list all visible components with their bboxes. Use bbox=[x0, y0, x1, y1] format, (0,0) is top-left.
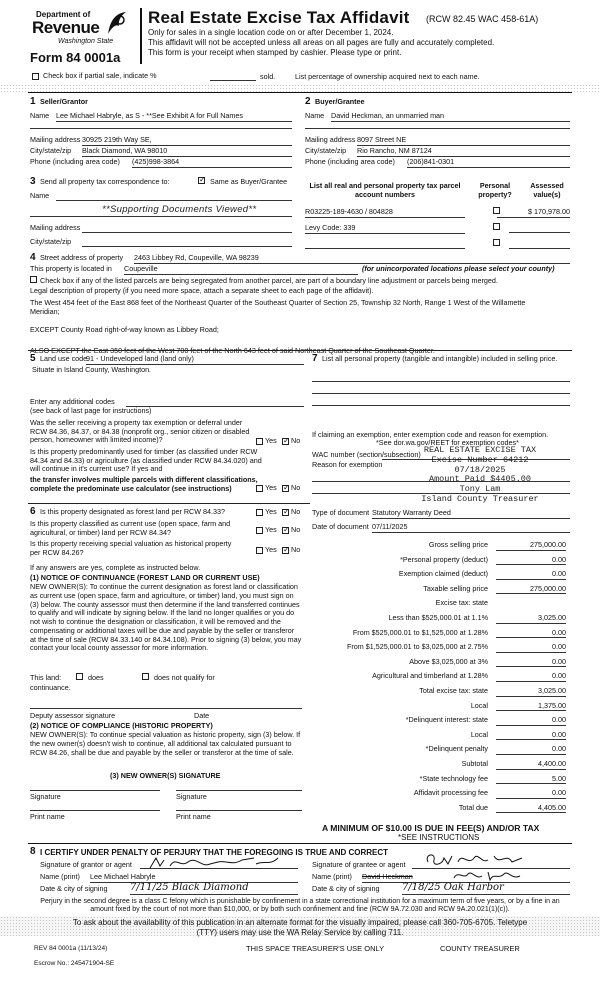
dor-logo bbox=[28, 8, 140, 54]
new-owner-heading: (3) NEW OWNER(S) SIGNATURE bbox=[110, 771, 221, 780]
treasurer-use-label: THIS SPACE TREASURER'S USE ONLY bbox=[246, 944, 385, 953]
tax-row-value[interactable]: 0.00 bbox=[496, 789, 566, 799]
does-label: does bbox=[88, 673, 104, 682]
buyer-mail-label: Mailing address bbox=[305, 135, 356, 144]
wac-label: WAC number (section/subsection) bbox=[312, 450, 421, 459]
no-label: No bbox=[291, 545, 301, 554]
sold-label: sold. bbox=[260, 72, 276, 81]
no-label: No bbox=[291, 525, 301, 534]
this-land-label: This land: bbox=[30, 673, 62, 682]
tax-row-value[interactable]: 0.00 bbox=[496, 672, 566, 682]
buyer-name-label: Name bbox=[305, 111, 325, 120]
tax-row-label: Exemption claimed (deduct) bbox=[398, 569, 488, 579]
buyer-phone-field[interactable]: (206)841-0301 bbox=[407, 158, 570, 168]
yes-label: Yes bbox=[265, 545, 277, 554]
supporting-docs-stamp: **Supporting Documents Viewed** bbox=[102, 204, 257, 215]
exemption-note: *See dor.wa.gov/REET for exemption codes* bbox=[376, 438, 519, 447]
does-not-checkbox[interactable] bbox=[142, 673, 149, 680]
personal-property-label: List all personal property (tangible and intangible) included in selling price. bbox=[322, 354, 558, 363]
s3-mail-label: Mailing address bbox=[30, 223, 81, 232]
forest-land-question: Is this property designated as forest land per RCW 84.33? bbox=[40, 507, 225, 516]
same-as-buyer-checkbox-wrap bbox=[196, 176, 207, 185]
perjury-notice: Perjury in the second degree is a class C felony which is punishable by confinement in a state correctional institution for a maximum term of five years, or by a fine in an amount fixed by the court of not more than $10,000, or by both such confinement and fine (RCW 9A.72.030 and RCW 9A.20.021(1)(c)). bbox=[40, 898, 560, 914]
parcel-number-field[interactable]: R03225-189-4630 / 804828 bbox=[305, 208, 465, 218]
if-yes-note: If any answers are yes, complete as instructed below. bbox=[30, 563, 201, 572]
grantor-date-field[interactable]: 7/11/25 Black Diamond bbox=[130, 882, 298, 895]
q1-yes bbox=[254, 437, 277, 446]
tax-row-label: *Delinquent interest: state bbox=[405, 715, 488, 725]
tax-row-label: Agricultural and timberland at 1.28% bbox=[372, 671, 488, 681]
parcel-table bbox=[305, 182, 570, 250]
yes-label: Yes bbox=[265, 436, 277, 445]
stamp-line-1: REAL ESTATE EXCISE TAX bbox=[423, 445, 537, 455]
q6b-yes bbox=[254, 526, 277, 535]
does-checkbox[interactable] bbox=[76, 673, 83, 680]
q6a-no-checkbox[interactable] bbox=[282, 509, 289, 516]
seller-name-label: Name bbox=[30, 111, 50, 120]
buyer-mail-field[interactable]: 8097 Street NE bbox=[357, 136, 570, 146]
personal-property-checkbox-3-wrap bbox=[491, 238, 502, 247]
q6a-yes-checkbox[interactable] bbox=[256, 509, 263, 516]
revenue-wordmark: Revenue bbox=[32, 18, 100, 37]
yes-label: Yes bbox=[265, 507, 277, 516]
q6b-no-checkbox[interactable] bbox=[282, 527, 289, 534]
located-label: This property is located in bbox=[30, 264, 112, 273]
q1-no bbox=[280, 437, 300, 446]
doc-date-field[interactable]: 07/11/2025 bbox=[372, 523, 570, 533]
q6a-yes bbox=[254, 508, 277, 517]
tax-row bbox=[312, 655, 570, 670]
tax-row-value[interactable]: 0.00 bbox=[496, 745, 566, 755]
seller-heading: Seller/Grantor bbox=[40, 97, 88, 106]
parcel-number-field-3[interactable] bbox=[305, 240, 465, 249]
legal-description-2: EXCEPT County Road right-of-way known as Libbey Road; bbox=[30, 325, 219, 334]
tax-row bbox=[312, 801, 570, 816]
doc-type-label: Type of document bbox=[312, 508, 370, 517]
notice-compliance-heading: (2) NOTICE OF COMPLIANCE (HISTORIC PROPERTY) bbox=[30, 721, 213, 730]
tax-row-label: Gross selling price bbox=[428, 540, 488, 549]
tax-row-label: Taxable selling price bbox=[423, 583, 488, 593]
segregation-checkbox[interactable] bbox=[30, 276, 37, 283]
document-info bbox=[312, 507, 570, 533]
tax-row bbox=[312, 772, 570, 787]
dept-line: Department of bbox=[36, 10, 91, 19]
grantee-name-handwriting bbox=[450, 868, 530, 882]
see-instructions: *SEE INSTRUCTIONS bbox=[398, 833, 480, 842]
tax-row-label: Total due bbox=[458, 802, 488, 812]
tax-row bbox=[312, 742, 570, 757]
tax-calculation bbox=[312, 538, 570, 818]
current-use-question: Is this property classified as current use (open space, farm and agricultural, or timber) land per RCW 84.34? bbox=[30, 519, 231, 537]
additional-codes-label: Enter any additional codes bbox=[30, 397, 115, 406]
exemption-question: Was the seller receiving a property tax exemption or deferral under RCW 84.36, 84.37, or 84.38 (nonprofit org., senior citizen or disabled person, homeowner with limited income)? bbox=[30, 418, 250, 445]
tax-row-label: Total excise tax: state bbox=[419, 686, 488, 695]
section-1-seller bbox=[30, 96, 292, 176]
section-number: 5 bbox=[30, 353, 36, 364]
s3-city-label: City/state/zip bbox=[30, 237, 72, 246]
grantee-name-label: Name (print) bbox=[312, 872, 352, 881]
section-number: 7 bbox=[312, 353, 318, 364]
tax-row-label: From $1,525,000.01 to $3,025,000 at 2.75% bbox=[346, 642, 488, 652]
grantor-signature-image bbox=[146, 854, 286, 872]
note-1: Only for sales in a single location code on or after December 1, 2024. bbox=[148, 28, 394, 37]
tax-row-label: Excise tax: state bbox=[435, 598, 488, 608]
tax-row-label: Local bbox=[470, 700, 488, 710]
yes-label: Yes bbox=[265, 525, 277, 534]
new-owner-print-label-2: Print name bbox=[176, 812, 211, 821]
seller-city-label: City/state/zip bbox=[30, 146, 72, 155]
levy-code-field[interactable]: Levy Code: 339 bbox=[305, 224, 465, 234]
buyer-city-label: City/state/zip bbox=[305, 146, 347, 155]
minimum-due-notice: A MINIMUM OF $10.00 IS DUE IN FEE(S) AND/OR TAX bbox=[322, 823, 540, 833]
header bbox=[28, 6, 576, 68]
tax-row-label: *Delinquent penalty bbox=[425, 744, 488, 754]
stamp-line-2: Excise Number 64212 bbox=[431, 454, 529, 465]
tax-row-label: Above $3,025,000 at 3% bbox=[409, 656, 488, 666]
partial-sale-pct-field[interactable] bbox=[210, 72, 256, 81]
partial-sale-label: Check box if partial sale, indicate % bbox=[43, 71, 157, 80]
s3-label: Send all property tax correspondence to: bbox=[40, 177, 170, 186]
tax-row bbox=[312, 699, 570, 714]
revision-code: REV 84 0001a (11/13/24) bbox=[34, 945, 108, 952]
tax-row bbox=[312, 582, 570, 597]
q2-yes-checkbox[interactable] bbox=[256, 485, 263, 492]
no-label: No bbox=[291, 483, 301, 492]
seller-phone-label: Phone (including area code) bbox=[30, 157, 120, 166]
partial-sale-checkbox[interactable] bbox=[32, 73, 39, 80]
exemption-label: If claiming an exemption, enter exemption code and reason for exemption. bbox=[312, 430, 549, 439]
same-as-buyer-checkbox[interactable] bbox=[198, 177, 205, 184]
tax-row bbox=[312, 611, 570, 626]
note-3: This form is your receipt when stamped by cashier. Please type or print. bbox=[148, 48, 402, 57]
seller-mail-label: Mailing address bbox=[30, 135, 81, 144]
timber-question-bold: the transfer involves multiple parcels with different classifications, complete the predominate use calculator (see instructions) bbox=[30, 475, 258, 493]
q2-no bbox=[280, 484, 300, 493]
continuance-label: continuance. bbox=[30, 683, 71, 692]
same-as-buyer-label: Same as Buyer/Grantee bbox=[210, 177, 288, 186]
seller-city-field[interactable]: Black Diamond, WA 98010 bbox=[82, 147, 292, 157]
accessibility-line-1: To ask about the availability of this publication in an alternate format for the visually impaired, please call 360-705-6705. Teletype bbox=[72, 918, 528, 927]
q6c-no-checkbox[interactable] bbox=[282, 547, 289, 554]
q6c-yes-checkbox[interactable] bbox=[256, 547, 263, 554]
list-pct-label: List percentage of ownership acquired next to each name. bbox=[295, 72, 480, 81]
tax-row bbox=[312, 684, 570, 699]
form-title: Real Estate Excise Tax Affidavit bbox=[148, 8, 410, 27]
tax-row bbox=[312, 786, 570, 801]
grantee-date-field[interactable]: 7/18/25 Oak Harbor bbox=[402, 882, 570, 895]
tax-row-label: Subtotal bbox=[461, 759, 488, 768]
stamp-line-4: Amount Paid $4405.00 bbox=[428, 474, 532, 485]
assessed-value-field-3[interactable] bbox=[509, 240, 570, 249]
grantee-name-struck: David Heckman bbox=[362, 872, 413, 881]
doc-type-field[interactable]: Statutory Warranty Deed bbox=[372, 509, 570, 519]
tax-row-label: From $525,000.01 to $1,525,000 at 1.28% bbox=[352, 627, 488, 637]
tax-row-label: *Personal property (deduct) bbox=[400, 554, 488, 564]
tax-row-value[interactable]: 0.00 bbox=[496, 570, 566, 580]
notice-continuance-body: NEW OWNER(S): To continue the current designation as forest land or classification as current use (open space, farm and agriculture, or timber) land, you must sign on (3) below. The county assessor must then determine if the land transferred continues to qualify and will indicate by signing below. If the land no longer qualifies or you do not wish to continue the designation or classification, it will be removed and the compensating or additional taxes will be due and payable by the seller or transferor at the time of sale (RCW 84.33.140 or 84.34.108). Prior to signing (3) below, you may contact your local county assessor for more information. bbox=[30, 582, 302, 653]
notice-continuance-heading: (1) NOTICE OF CONTINUANCE (FOREST LAND OR CURRENT USE) bbox=[30, 573, 260, 582]
q6b-yes-checkbox[interactable] bbox=[256, 527, 263, 534]
escrow-number: Escrow No.: 245471904-SE bbox=[34, 960, 115, 967]
segregation-label: Check box if any of the listed parcels are being segregated from another parcel, are part of a boundary line adjustment or parcels being merged. bbox=[40, 276, 498, 285]
land-use-field[interactable]: 91 - Undeveloped land (land only) bbox=[86, 355, 304, 365]
assessed-value-field[interactable]: $ 170,978.00 bbox=[497, 208, 570, 218]
s3-city-field[interactable] bbox=[82, 238, 292, 247]
legal-description-label: Legal description of property (if you need more space, attach a separate sheet to each page of the affidavit). bbox=[30, 286, 374, 295]
historic-question: Is this property receiving special valuation as historical property per RCW 84.26? bbox=[30, 539, 232, 557]
section-number: 6 bbox=[30, 506, 36, 517]
unincorporated-note: (for unincorporated locations please select your county) bbox=[362, 264, 555, 273]
certification-statement: I CERTIFY UNDER PENALTY OF PERJURY THAT THE FOREGOING IS TRUE AND CORRECT bbox=[40, 848, 389, 857]
tax-row-value[interactable]: 0.00 bbox=[496, 716, 566, 726]
grantor-name-field[interactable]: Lee Michael Habryle bbox=[90, 873, 298, 883]
new-owner-signature-label-2: Signature bbox=[176, 792, 207, 801]
grantor-signature-label: Signature of grantor or agent bbox=[40, 860, 132, 869]
s3-mail-field[interactable] bbox=[82, 224, 292, 233]
buyer-city-field[interactable]: Rio Rancho, NM 87124 bbox=[357, 147, 570, 157]
deputy-date-label: Date bbox=[194, 711, 210, 720]
no-label: No bbox=[291, 507, 301, 516]
tax-row-value[interactable]: 0.00 bbox=[496, 556, 566, 566]
note-2: This affidavit will not be accepted unless all areas on all pages are fully and accurately completed. bbox=[148, 38, 495, 47]
section-number: 4 bbox=[30, 252, 36, 263]
tax-row-label: *State technology fee bbox=[419, 773, 488, 783]
buyer-phone-label: Phone (including area code) bbox=[305, 157, 395, 166]
parcel-col-header: List all real and personal property tax parcel account numbers bbox=[309, 181, 461, 199]
tax-row-label: Affidavit processing fee bbox=[413, 788, 488, 798]
grantor-date-label: Date & city of signing bbox=[40, 884, 108, 893]
tax-row-value[interactable]: 3,025.00 bbox=[496, 687, 566, 697]
section-6-designation bbox=[30, 506, 308, 836]
s3-name-field[interactable] bbox=[56, 192, 292, 201]
dor-emblem-icon bbox=[106, 10, 128, 36]
section-number: 3 bbox=[30, 176, 36, 187]
doc-date-label: Date of document bbox=[312, 522, 369, 531]
seller-name-field[interactable]: Lee Michael Habryle, as S - **See Exhibit A for Full Names bbox=[56, 112, 292, 122]
grantor-name-label: Name (print) bbox=[40, 872, 80, 881]
q2-no-checkbox[interactable] bbox=[282, 485, 289, 492]
section-number: 1 bbox=[30, 96, 36, 107]
tax-row-value[interactable]: 3,025.00 bbox=[496, 614, 566, 624]
yes-label: Yes bbox=[265, 483, 277, 492]
section-8-certification bbox=[30, 846, 570, 896]
tax-row-value[interactable]: 275,000.00 bbox=[496, 585, 566, 595]
legal-description-1: The West 454 feet of the East 868 feet of the Northeast Quarter of the Southeast Quarter of Section 25, Township 32 North, Range 1 West of the Willamette Meridian; bbox=[30, 298, 526, 316]
land-use-label: Land use code bbox=[40, 354, 88, 363]
q6a-no bbox=[280, 508, 300, 517]
s3-name-label: Name bbox=[30, 191, 50, 200]
location-field[interactable]: Coupeville bbox=[124, 265, 358, 275]
does-checkbox-wrap bbox=[74, 672, 85, 681]
notice-compliance-body: NEW OWNER(S): To continue special valuation as historic property, sign (3) below. If the new owner(s) doesn't wish to continue, all additional tax calculated pursuant to RCW 84.26, shall be due and payable by the seller or transferor at the time of sale. bbox=[30, 730, 301, 757]
q2-yes bbox=[254, 484, 277, 493]
section-number: 8 bbox=[30, 846, 36, 857]
legal-description-4: Situate in Island County, Washington. bbox=[32, 365, 152, 374]
county-treasurer-label: COUNTY TREASURER bbox=[440, 944, 520, 953]
personal-property-checkbox[interactable] bbox=[493, 239, 500, 246]
section-5-land-use bbox=[30, 353, 308, 501]
timber-question: Is this property predominantly used for timber (as classified under RCW 84.34 and 84.33) or agriculture (as classified under RCW 84.34.020) and will continue in it's current use? If yes and bbox=[30, 447, 262, 474]
tax-row-label: Local bbox=[470, 729, 488, 739]
assessed-col-header: Assessed value(s) bbox=[530, 181, 564, 199]
tax-row-value[interactable]: 0.00 bbox=[496, 629, 566, 639]
tax-row-value[interactable]: 0.00 bbox=[496, 643, 566, 653]
assessed-value-field-2[interactable] bbox=[509, 224, 570, 233]
form-citation: (RCW 82.45 WAC 458-61A) bbox=[426, 14, 539, 24]
tax-row bbox=[312, 553, 570, 568]
personal-property-checkbox[interactable] bbox=[493, 223, 500, 230]
tax-row-value[interactable]: 4,405.00 bbox=[496, 804, 566, 814]
form-number: Form 84 0001a bbox=[30, 50, 121, 65]
accessibility-line-2: (TTY) users may use the WA Relay Service by calling 711. bbox=[196, 928, 404, 937]
personal-col-header: Personal property? bbox=[478, 181, 512, 199]
buyer-heading: Buyer/Grantee bbox=[315, 97, 365, 106]
q6c-no bbox=[280, 546, 300, 555]
see-back-note: (see back of last page for instructions) bbox=[30, 406, 152, 415]
grantee-signature-label: Signature of grantee or agent bbox=[312, 860, 406, 869]
tax-row bbox=[312, 538, 570, 553]
tax-row bbox=[312, 713, 570, 728]
tax-row bbox=[312, 596, 570, 611]
q6c-yes bbox=[254, 546, 277, 555]
q6b-no bbox=[280, 526, 300, 535]
tax-row-label: Less than $525,000.01 at 1.1% bbox=[388, 613, 488, 622]
tax-row bbox=[312, 640, 570, 655]
tax-row bbox=[312, 567, 570, 582]
tax-row bbox=[312, 757, 570, 772]
tax-row-value[interactable]: 275,000.00 bbox=[496, 541, 566, 551]
grantee-signature-image bbox=[422, 850, 542, 870]
grantee-date-label: Date & city of signing bbox=[312, 884, 380, 893]
tax-row bbox=[312, 728, 570, 743]
stamp-line-6: Island County Treasurer bbox=[421, 493, 539, 504]
new-owner-print-label-1: Print name bbox=[30, 812, 65, 821]
q1-no-checkbox[interactable] bbox=[282, 438, 289, 445]
seller-phone-field[interactable]: (425)998-3864 bbox=[132, 158, 292, 168]
personal-property-checkbox-2-wrap bbox=[491, 222, 502, 231]
county-receipt-stamp bbox=[400, 446, 560, 514]
reason-label: Reason for exemption bbox=[312, 460, 383, 469]
tax-row-value[interactable]: 0.00 bbox=[496, 731, 566, 741]
segregation-checkbox-wrap bbox=[28, 275, 39, 284]
seller-mail-field[interactable]: 30925 219th Way SE, bbox=[82, 136, 292, 146]
does-not-checkbox-wrap bbox=[140, 672, 151, 681]
partial-sale-row bbox=[30, 72, 570, 82]
tax-row-value[interactable]: 0.00 bbox=[496, 658, 566, 668]
buyer-name-field[interactable]: David Heckman, an unmarried man bbox=[331, 112, 570, 122]
additional-codes-field[interactable] bbox=[126, 398, 304, 407]
no-label: No bbox=[291, 436, 301, 445]
tax-row-value[interactable]: 1,375.00 bbox=[496, 702, 566, 712]
section-2-buyer bbox=[305, 96, 570, 176]
section-number: 2 bbox=[305, 96, 311, 107]
stamp-line-5: Tony Lam bbox=[459, 484, 501, 495]
new-owner-signature-label-1: Signature bbox=[30, 792, 61, 801]
deputy-signature-label: Deputy assessor signature bbox=[30, 711, 116, 720]
tax-row bbox=[312, 669, 570, 684]
section-3-correspondence bbox=[30, 176, 292, 250]
legal-description-3: ALSO EXCEPT the East 350 feet of the West 700 feet of the North 643 feet of said Northeast Quarter of the Southeast Quarter. bbox=[30, 346, 435, 355]
tax-row-value[interactable]: 5.00 bbox=[496, 775, 566, 785]
does-not-label: does not qualify for bbox=[154, 673, 215, 682]
q1-yes-checkbox[interactable] bbox=[256, 438, 263, 445]
tax-row bbox=[312, 626, 570, 641]
street-address-field[interactable]: 2463 Libbey Rd, Coupeville, WA 98239 bbox=[134, 254, 570, 264]
tax-row-value[interactable]: 4,400.00 bbox=[496, 760, 566, 770]
stamp-line-3: 07/18/2025 bbox=[454, 464, 506, 475]
state-line: Washington State bbox=[58, 38, 114, 45]
street-address-label: Street address of property bbox=[40, 253, 124, 262]
